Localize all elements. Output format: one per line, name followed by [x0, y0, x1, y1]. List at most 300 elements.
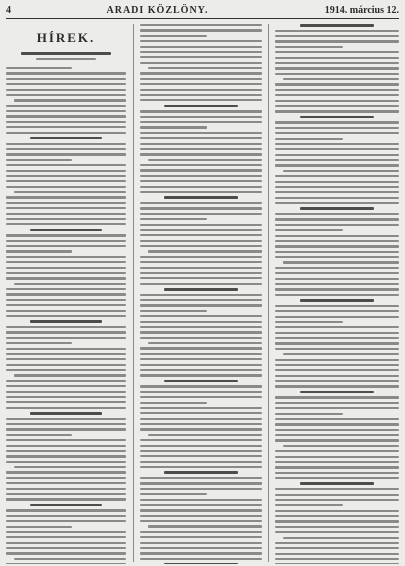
text-line	[140, 180, 262, 182]
text-line	[6, 450, 126, 452]
text-line	[140, 83, 262, 85]
text-line	[164, 380, 237, 383]
text-line	[275, 434, 399, 436]
text-line	[6, 299, 126, 301]
text-line	[275, 213, 399, 215]
text-line	[275, 531, 399, 533]
text-line	[6, 445, 126, 447]
text-column-3	[275, 24, 399, 564]
text-line	[6, 391, 126, 393]
text-line	[275, 515, 399, 517]
text-line	[140, 439, 262, 441]
text-line	[140, 531, 262, 533]
text-line	[275, 450, 399, 452]
text-line	[6, 310, 126, 312]
text-line	[140, 509, 262, 511]
text-line	[6, 331, 126, 333]
text-line	[275, 105, 399, 107]
text-line	[275, 62, 399, 64]
text-line	[275, 348, 399, 350]
text-line	[30, 229, 102, 232]
text-line	[275, 326, 399, 328]
text-line	[30, 320, 102, 323]
text-line	[140, 99, 262, 101]
text-line	[300, 24, 374, 27]
text-line	[275, 429, 399, 431]
text-line	[6, 159, 72, 161]
text-line	[275, 240, 399, 242]
text-line	[140, 423, 262, 425]
text-line	[6, 493, 126, 495]
text-line	[164, 105, 237, 108]
text-line	[140, 321, 262, 323]
text-line	[275, 46, 343, 48]
text-line	[140, 191, 262, 193]
text-line	[6, 342, 72, 344]
text-line	[6, 434, 72, 436]
text-line	[275, 83, 399, 85]
text-line	[275, 132, 399, 134]
text-line	[140, 428, 262, 430]
text-line	[6, 132, 126, 134]
text-line	[140, 418, 262, 420]
text-line	[148, 434, 262, 436]
text-line	[275, 418, 399, 420]
text-line	[275, 218, 399, 220]
text-line	[275, 251, 399, 253]
text-line	[14, 283, 126, 285]
text-line	[275, 499, 399, 501]
text-line	[148, 342, 262, 344]
text-line	[140, 240, 262, 242]
text-line	[140, 504, 262, 506]
text-line	[275, 520, 399, 522]
text-line	[275, 197, 399, 199]
text-line	[140, 267, 262, 269]
text-line	[275, 30, 399, 32]
text-line	[6, 385, 126, 387]
text-line	[6, 547, 126, 549]
text-line	[6, 105, 126, 107]
text-line	[275, 526, 399, 528]
text-line	[140, 261, 262, 263]
text-line	[140, 132, 262, 134]
text-line	[6, 380, 126, 382]
text-line	[140, 143, 262, 145]
text-line	[140, 148, 262, 150]
text-line	[283, 78, 399, 80]
text-line	[6, 477, 126, 479]
text-line	[14, 191, 126, 193]
text-line	[6, 78, 126, 80]
text-line	[140, 520, 262, 522]
text-line	[140, 466, 262, 468]
text-line	[14, 466, 126, 468]
text-line	[275, 73, 399, 75]
text-line	[140, 461, 262, 463]
text-line	[283, 537, 399, 539]
text-line	[283, 170, 399, 172]
text-line	[6, 315, 126, 317]
text-line	[6, 223, 126, 225]
text-line	[140, 256, 262, 258]
article-body	[140, 24, 262, 564]
text-line	[275, 439, 399, 441]
text-line	[140, 391, 262, 393]
text-line	[140, 542, 262, 544]
text-line	[140, 488, 262, 490]
text-line	[164, 288, 237, 291]
text-line	[6, 488, 126, 490]
text-line	[6, 401, 126, 403]
text-line	[14, 558, 126, 560]
text-line	[275, 138, 343, 140]
text-line	[6, 115, 126, 117]
text-line	[275, 143, 399, 145]
text-line	[140, 374, 262, 376]
text-line	[140, 229, 262, 231]
text-line	[275, 558, 399, 560]
text-line	[140, 299, 262, 301]
text-line	[6, 67, 72, 69]
text-line	[275, 380, 399, 382]
text-line	[6, 369, 126, 371]
text-line	[6, 358, 126, 360]
text-line	[6, 288, 126, 290]
text-line	[275, 332, 399, 334]
text-line	[140, 202, 262, 204]
text-line	[140, 477, 262, 479]
text-line	[140, 358, 262, 360]
text-line	[275, 466, 399, 468]
text-line	[140, 385, 262, 387]
text-line	[140, 94, 262, 96]
text-line	[140, 326, 262, 328]
text-line	[140, 116, 262, 118]
text-line	[6, 418, 126, 420]
text-line	[275, 288, 399, 290]
text-line	[275, 267, 399, 269]
text-line	[140, 412, 262, 414]
text-line	[140, 153, 262, 155]
text-line	[275, 94, 399, 96]
text-line	[300, 299, 374, 302]
text-line	[140, 213, 262, 215]
text-line	[275, 89, 399, 91]
text-line	[148, 525, 262, 527]
text-line	[164, 196, 237, 199]
text-line	[6, 348, 126, 350]
text-line	[6, 240, 126, 242]
text-line	[300, 482, 374, 485]
text-line	[148, 159, 262, 161]
text-line	[140, 499, 262, 501]
text-line	[140, 515, 262, 517]
text-line	[275, 186, 399, 188]
text-line	[6, 267, 126, 269]
text-line	[140, 175, 262, 177]
text-line	[275, 305, 399, 307]
text-line	[6, 148, 126, 150]
text-line	[140, 234, 262, 236]
text-line	[6, 143, 126, 145]
newspaper-title: ARADI KÖZLÖNY.	[106, 4, 209, 16]
text-line	[140, 536, 262, 538]
text-line	[6, 126, 126, 128]
text-line	[6, 261, 126, 263]
text-line	[275, 181, 399, 183]
text-line	[275, 510, 399, 512]
text-line	[275, 191, 399, 193]
text-column-1	[6, 24, 126, 564]
page-number: 4	[6, 4, 11, 16]
text-line	[140, 40, 262, 42]
text-line	[140, 245, 262, 247]
text-line	[275, 310, 399, 312]
text-line	[164, 563, 237, 564]
page-header	[6, 2, 399, 19]
text-line	[148, 67, 262, 69]
text-line	[6, 455, 126, 457]
text-line	[275, 148, 399, 150]
text-line	[6, 428, 126, 430]
text-line	[140, 331, 262, 333]
text-line	[283, 445, 399, 447]
text-line	[275, 256, 399, 258]
text-line	[14, 374, 126, 376]
text-line	[283, 353, 399, 355]
text-line	[275, 461, 399, 463]
text-line	[6, 72, 126, 74]
text-line	[140, 24, 262, 26]
text-line	[140, 558, 262, 560]
text-line	[275, 57, 399, 59]
text-line	[6, 180, 126, 182]
text-line	[6, 536, 126, 538]
text-column-2	[140, 24, 262, 564]
text-line	[140, 78, 262, 80]
section-heading: HÍREK.	[36, 30, 96, 45]
text-line	[275, 100, 399, 102]
text-line	[6, 364, 126, 366]
text-line	[6, 304, 126, 306]
text-line	[6, 245, 126, 247]
text-line	[6, 213, 126, 215]
text-line	[140, 369, 262, 371]
text-line	[275, 67, 399, 69]
text-line	[6, 94, 126, 96]
text-line	[6, 110, 126, 112]
text-line	[6, 353, 126, 355]
text-line	[140, 137, 262, 139]
text-line	[6, 202, 126, 204]
text-line	[6, 326, 126, 328]
text-line	[140, 121, 262, 123]
text-line	[140, 224, 262, 226]
text-line	[275, 359, 399, 361]
text-line	[6, 256, 126, 258]
text-line	[6, 277, 126, 279]
text-line	[140, 35, 207, 37]
text-line	[6, 293, 126, 295]
text-line	[275, 283, 399, 285]
text-line	[6, 89, 126, 91]
text-line	[6, 153, 126, 155]
text-line	[140, 72, 262, 74]
text-line	[140, 353, 262, 355]
text-line	[275, 472, 399, 474]
text-line	[300, 116, 374, 119]
text-line	[140, 402, 207, 404]
text-line	[6, 121, 126, 123]
text-line	[275, 110, 399, 112]
text-line	[275, 321, 343, 323]
text-line	[140, 364, 262, 366]
text-line	[140, 294, 262, 296]
text-line	[140, 547, 262, 549]
text-line	[6, 439, 126, 441]
text-line	[275, 477, 399, 479]
text-line	[275, 245, 399, 247]
text-line	[275, 369, 399, 371]
text-line	[140, 110, 262, 112]
text-line	[6, 186, 126, 188]
text-line	[6, 218, 126, 220]
article-body	[275, 24, 399, 564]
text-line	[140, 218, 207, 220]
text-line	[6, 250, 72, 252]
text-line	[6, 482, 126, 484]
text-line	[6, 509, 126, 511]
text-line	[140, 29, 262, 31]
text-line	[275, 40, 399, 42]
text-line	[275, 272, 399, 274]
text-line	[140, 89, 262, 91]
text-line	[140, 396, 262, 398]
text-line	[140, 272, 262, 274]
text-line	[275, 456, 399, 458]
text-line	[140, 493, 207, 495]
text-line	[275, 164, 399, 166]
text-line	[140, 304, 262, 306]
text-line	[6, 526, 72, 528]
text-line	[140, 445, 262, 447]
text-line	[275, 224, 399, 226]
article-body	[6, 67, 126, 564]
text-line	[140, 455, 262, 457]
issue-date: 1914. március 12.	[324, 4, 399, 16]
text-line	[275, 159, 399, 161]
text-line	[275, 121, 399, 123]
text-line	[140, 56, 262, 58]
text-line	[140, 315, 262, 317]
text-line	[6, 337, 126, 339]
text-line	[275, 407, 399, 409]
text-line	[275, 423, 399, 425]
text-line	[275, 175, 399, 177]
text-line	[275, 229, 343, 231]
text-line	[275, 202, 399, 204]
text-line	[140, 482, 262, 484]
text-line	[6, 396, 126, 398]
text-line	[275, 127, 399, 129]
text-line	[6, 164, 126, 166]
text-line	[140, 450, 262, 452]
text-line	[275, 294, 399, 296]
text-line	[275, 51, 399, 53]
text-line	[6, 196, 126, 198]
text-line	[275, 35, 399, 37]
text-line	[6, 563, 126, 564]
text-line	[140, 277, 262, 279]
article-subtitle	[6, 52, 126, 63]
text-line	[140, 207, 262, 209]
text-line	[6, 542, 126, 544]
text-line	[140, 46, 262, 48]
text-line	[6, 531, 126, 533]
text-line	[6, 272, 126, 274]
column-divider	[133, 24, 134, 562]
text-line	[300, 391, 374, 394]
text-line	[6, 498, 126, 500]
text-line	[6, 423, 126, 425]
text-line	[140, 347, 262, 349]
text-line	[275, 364, 399, 366]
text-line	[275, 402, 399, 404]
text-line	[275, 342, 399, 344]
text-line	[6, 407, 126, 409]
text-line	[140, 186, 262, 188]
text-line	[275, 504, 343, 506]
text-line	[275, 375, 399, 377]
text-line	[140, 283, 262, 285]
text-line	[275, 278, 399, 280]
text-line	[30, 412, 102, 415]
text-line	[275, 396, 399, 398]
text-line	[140, 407, 262, 409]
text-line	[300, 207, 374, 210]
text-line	[30, 504, 102, 507]
text-line	[275, 553, 399, 555]
text-line	[6, 175, 126, 177]
text-line	[164, 471, 237, 474]
text-line	[275, 154, 399, 156]
text-line	[6, 170, 126, 172]
text-line	[140, 51, 262, 53]
text-line	[148, 250, 262, 252]
text-line	[275, 413, 343, 415]
text-line	[275, 337, 399, 339]
text-line	[140, 552, 262, 554]
text-line	[140, 310, 207, 312]
text-line	[140, 164, 262, 166]
text-line	[6, 520, 126, 522]
text-line	[140, 337, 262, 339]
text-line	[6, 234, 126, 236]
text-line	[14, 99, 126, 101]
text-line	[275, 235, 399, 237]
text-line	[275, 494, 399, 496]
text-line	[6, 83, 126, 85]
text-line	[275, 488, 399, 490]
text-line	[275, 547, 399, 549]
column-divider	[268, 24, 269, 562]
text-line	[6, 552, 126, 554]
text-line	[283, 261, 399, 263]
text-line	[275, 316, 399, 318]
text-line	[6, 515, 126, 517]
text-line	[275, 385, 399, 387]
